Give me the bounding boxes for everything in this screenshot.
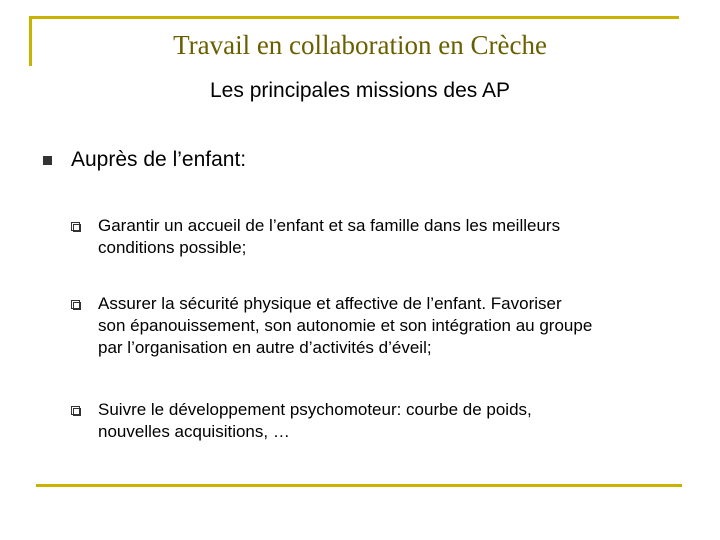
list-item-line: Assurer la sécurité physique et affective de l’enfant. Favoriser bbox=[98, 294, 562, 313]
checkbox-square-bullet-icon bbox=[71, 222, 81, 232]
checkbox-square-bullet-icon bbox=[71, 300, 81, 310]
list-item-line: Garantir un accueil de l’enfant et sa famille dans les meilleurs bbox=[98, 216, 561, 235]
checkbox-square-bullet-icon bbox=[71, 406, 81, 416]
slide-subtitle: Les principales missions des AP bbox=[210, 79, 510, 102]
list-item bbox=[98, 293, 688, 359]
list-item-line: Suivre le développement psychomoteur: courbe de poids, bbox=[98, 400, 532, 419]
main-point-label: Auprès de l’enfant: bbox=[71, 148, 247, 171]
list-item-line: nouvelles acquisitions, … bbox=[98, 422, 290, 441]
bottom-rule bbox=[36, 484, 682, 487]
filled-square-bullet-icon bbox=[43, 156, 52, 165]
list-item bbox=[98, 399, 688, 443]
list-item bbox=[98, 215, 688, 259]
slide-title: Travail en collaboration en Crèche bbox=[173, 30, 547, 60]
list-item-line: par l’organisation en autre d’activités d’éveil; bbox=[98, 338, 432, 357]
list-item-line: son épanouissement, son autonomie et son intégration au groupe bbox=[98, 316, 593, 335]
top-rule bbox=[29, 16, 679, 19]
list-item-line: conditions possible; bbox=[98, 238, 247, 257]
